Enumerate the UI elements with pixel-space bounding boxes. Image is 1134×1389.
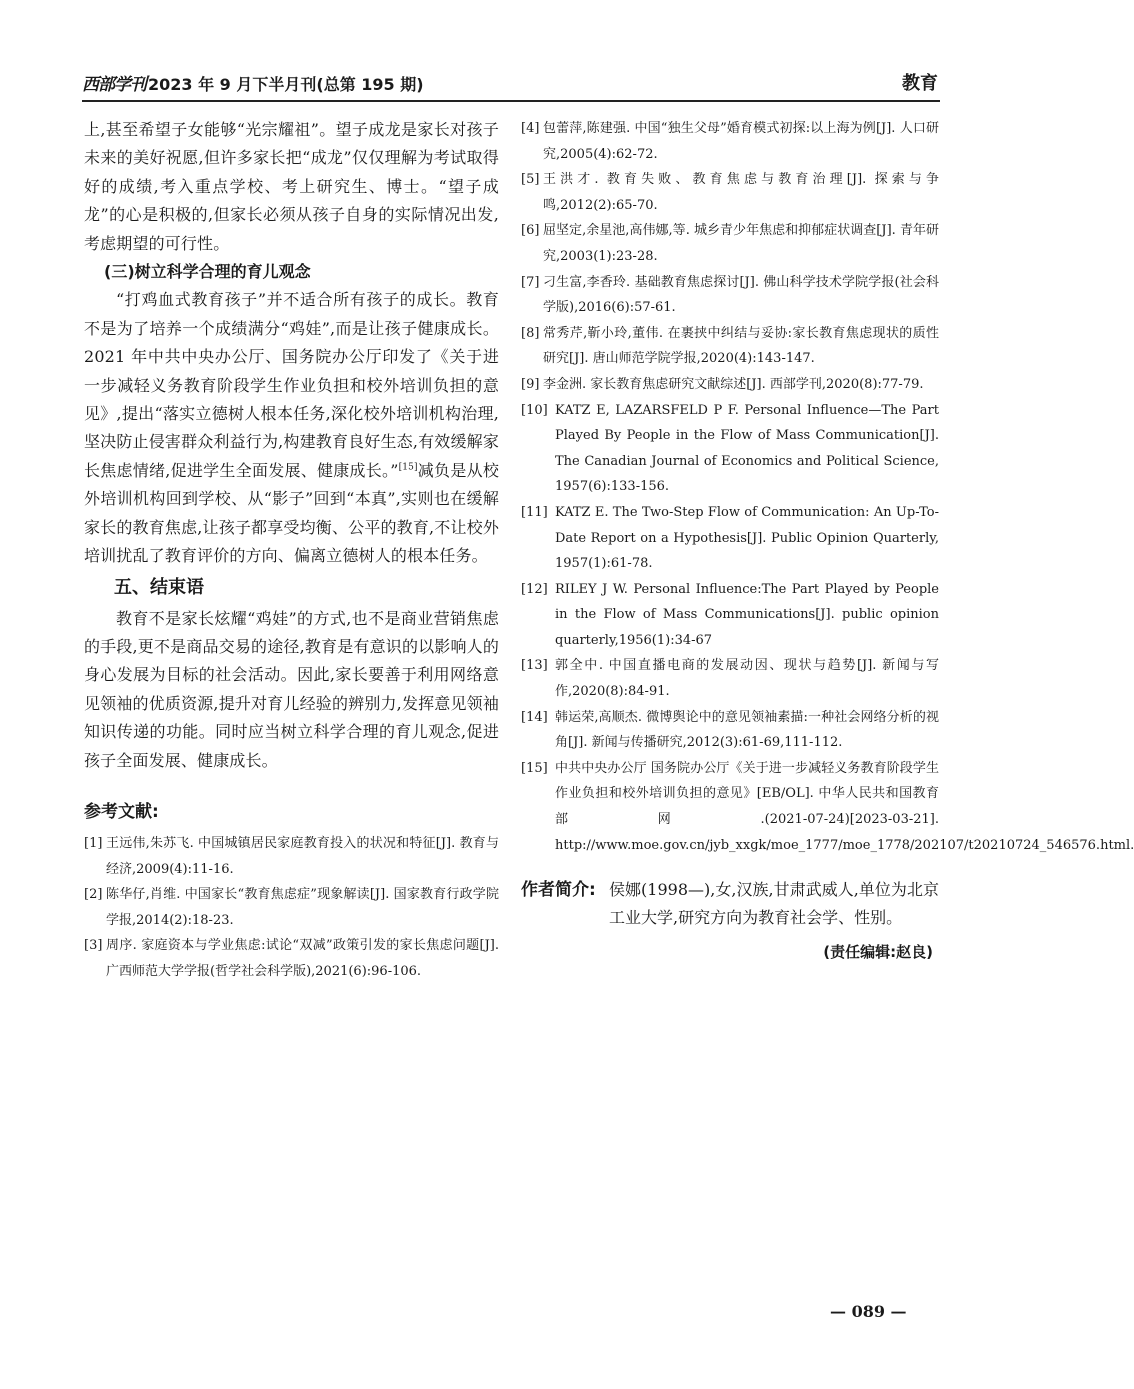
reference-item <box>521 321 939 372</box>
references-title: 参考文献: <box>84 801 159 822</box>
author-bio-label: 作者简介: <box>521 880 596 901</box>
reference-text: 中共中央办公厅 国务院办公厅《关于进一步减轻义务教育阶段学生作业负担和校外培训负担的意见》[EB/OL]. 中华人民共和国教育部网.(2021-07-24)[2023-03-21]. http://www.moe.gov.cn/jyb_xxgk/moe_1777/moe_1778/202107/t20210724_546576.html. <box>555 760 1134 853</box>
reference-number: [3] <box>84 938 103 954</box>
reference-number: [14] <box>521 709 548 725</box>
references-list-left <box>84 831 499 985</box>
author-bio <box>521 876 939 932</box>
reference-item <box>521 756 1134 858</box>
reference-number: [12] <box>521 581 548 597</box>
reference-number: [15] <box>521 760 548 776</box>
reference-number: [2] <box>84 887 103 903</box>
left-column <box>84 116 499 985</box>
reference-text: 陈华仔,肖维. 中国家长“教育焦虑症”现象解读[J]. 国家教育行政学院学报,2014(2):18-23. <box>106 887 499 928</box>
reference-item <box>521 372 939 398</box>
reference-text: RILEY J W. Personal Influence:The Part Played by People in the Flow of Mass Communications[J]. public opinion quarterly,1956(1):34-67 <box>555 581 939 648</box>
reference-item <box>521 116 939 167</box>
reference-text: 王洪才. 教育失败、教育焦虑与教育治理[J]. 探索与争鸣,2012(2):65-70. <box>543 172 939 213</box>
reference-text: 常秀芹,靳小玲,董伟. 在裹挟中纠结与妥协:家长教育焦虑现状的质性研究[J]. 唐山师范学院学报,2020(4):143-147. <box>543 325 939 367</box>
header-issue <box>82 70 424 95</box>
reference-item <box>521 705 939 756</box>
reference-number: [6] <box>521 223 540 239</box>
reference-text: 韩运荣,高顺杰. 微博舆论中的意见领袖素描:一种社会网络分析的视角[J]. 新闻与传播研究,2012(3):61-69,111-112. <box>555 709 939 751</box>
reference-text: 屈坚定,余星池,高伟娜,等. 城乡青少年焦虑和抑郁症状调查[J]. 青年研究,2003(1):23-28. <box>543 223 939 264</box>
reference-text: KATZ E. The Two-Step Flow of Communication: An Up-To-Date Report on a Hypothesis[J]. Public Opinion Quarterly, 1957(1):61-78. <box>555 504 939 572</box>
reference-item <box>521 500 939 577</box>
author-bio-text: 侯娜(1998—),女,汉族,甘肃武威人,单位为北京工业大学,研究方向为教育社会学、性别。 <box>609 880 939 928</box>
reference-number: [4] <box>521 121 540 136</box>
reference-item <box>521 653 939 704</box>
reference-number: [9] <box>521 376 540 392</box>
reference-number: [10] <box>521 402 548 418</box>
page-number: — 089 — <box>830 1302 907 1321</box>
reference-item <box>521 270 939 321</box>
subheading-3: (三)树立科学合理的育儿观念 <box>104 262 311 282</box>
reference-item <box>84 831 499 882</box>
reference-text: 刁生富,李香玲. 基础教育焦虑探讨[J]. 佛山科学技术学院学报(社会科学版),2016(6):57-61. <box>543 274 939 316</box>
reference-number: [11] <box>521 504 548 520</box>
journal-logo: 西部学刊 <box>82 75 146 95</box>
reference-item <box>84 882 499 933</box>
reference-item <box>521 167 939 218</box>
reference-number: [8] <box>521 325 540 341</box>
reference-text: 包蕾萍,陈建强. 中国“独生父母”婚育模式初探:以上海为例[J]. 人口研究,2005(4):62-72. <box>543 121 939 162</box>
reference-number: [13] <box>521 658 548 674</box>
reference-text: 王远伟,朱苏飞. 中国城镇居民家庭教育投入的状况和特征[J]. 教育与经济,2009(4):11-16. <box>106 835 499 877</box>
paragraph-1: 上,甚至希望子女能够“光宗耀祖”。望子成龙是家长对孩子未来的美好祝愿,但许多家长把“成龙”仅仅理解为考试取得好的成绩,考入重点学校、考上研究生、博士。“望子成龙”的心是积极的,但家长必须从孩子自身的实际情况出发,考虑期望的可行性。 <box>84 120 499 253</box>
issue-info: 2023 年 9 月下半月刊(总第 195 期) <box>148 75 424 94</box>
reference-item <box>521 577 939 654</box>
reference-text: 李金洲. 家长教育焦虑研究文献综述[J]. 西部学刊,2020(8):77-79. <box>543 376 924 392</box>
reference-item <box>521 398 939 500</box>
reference-text: 郭全中. 中国直播电商的发展动因、现状与趋势[J]. 新闻与写作,2020(8):84-91. <box>555 658 939 700</box>
right-column <box>521 116 1134 964</box>
paragraph-2-text-b: 减负是从校外培训机构回到学校、从“影子”回到“本真”,实则也在缓解家长的教育焦虑,让孩子都享受均衡、公平的教育,不让校外培训扰乱了教育评价的方向、偏离立德树人的根本任务。 <box>84 460 499 566</box>
page-header <box>82 66 940 102</box>
reference-text: KATZ E, LAZARSFELD P F. Personal Influence—The Part Played By People in the Flow of Mass Communication[J]. The Canadian Journal of Economics and Political Science, 1957(6):133-156. <box>555 402 939 495</box>
reference-text: 周序. 家庭资本与学业焦虑:试论“双减”政策引发的家长焦虑问题[J]. 广西师范大学学报(哲学社会科学版),2021(6):96-106. <box>106 938 499 979</box>
responsible-editor: (责任编辑:赵良) <box>823 943 933 962</box>
citation-15: [15] <box>398 462 418 473</box>
reference-number: [5] <box>521 172 540 188</box>
reference-number: [1] <box>84 835 103 851</box>
reference-number: [7] <box>521 274 540 290</box>
reference-item <box>521 218 939 269</box>
paragraph-3: 教育不是家长炫耀“鸡娃”的方式,也不是商业营销焦虑的手段,更不是商品交易的途径,教育是有意识的以影响人的身心发展为目标的社会活动。因此,家长要善于利用网络意见领袖的优质资源,提升对育儿经验的辨别力,发挥意见领袖知识传递的功能。同时应当树立科学合理的育儿观念,促进孩子全面发展、健康成长。 <box>84 608 499 770</box>
paragraph-2-text-a: “打鸡血式教育孩子”并不适合所有孩子的成长。教育不是为了培养一个成绩满分“鸡娃”,而是让孩子健康成长。2021 年中共中央办公厅、国务院办公厅印发了《关于进一步减轻义务教育阶段学生作业负担和校外培训负担的意见》,提出“落实立德树人根本任务,深化校外培训机构治理,坚决防止侵害群众利益行为,构建教育良好生态,有效缓解家长焦虑情绪,促进学生全面发展、健康成长。” <box>84 290 499 480</box>
reference-item <box>84 933 499 984</box>
references-list-right <box>521 116 1134 858</box>
header-section: 教育 <box>902 73 938 94</box>
section-5-heading: 五、结束语 <box>114 576 204 598</box>
paragraph-2 <box>84 286 499 570</box>
